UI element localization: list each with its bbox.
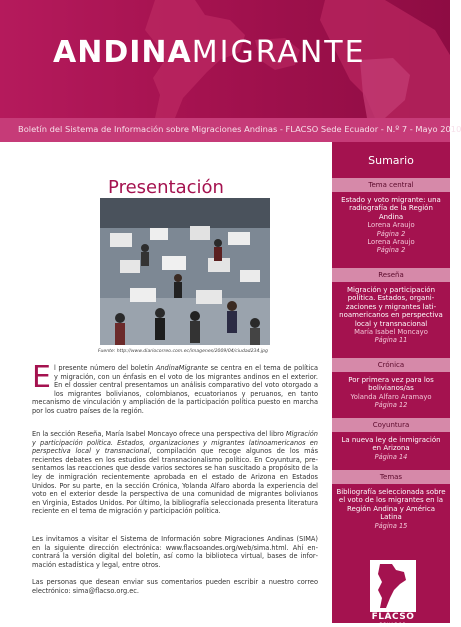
sumario-item-page: Página 15 bbox=[374, 521, 408, 530]
sumario-item-page: Página 11 bbox=[374, 336, 408, 345]
section-head-resena: Reseña bbox=[332, 268, 450, 282]
sidebar-title: Sumario bbox=[368, 154, 414, 167]
paragraph-intro bbox=[32, 360, 318, 416]
subtitle-bar bbox=[0, 118, 461, 142]
paragraph-invitation: Les invitamos a visitar el Sistema de Información sobre Migraciones Andinas (SIMA) en la siguiente dirección electrónica: www.flacsoandes.org/web/sima.html. Ahí encontrará la versión digital del boletín, así como la biblioteca virtual, bases de información estadística y legal, entre otros. bbox=[32, 535, 318, 569]
sumario-item-title: La nueva ley de inmigración en Arizona bbox=[341, 436, 441, 453]
sumario-item-title: Migración y participación política. Estados, organizaciones y migrantes latinoamericanos en perspectiva local y transnacional bbox=[339, 286, 443, 328]
title-migrante: MIGRANTE bbox=[191, 35, 366, 70]
p1-text-b: se centra en el tema de política y migración, con un énfasis en el voto de los migrantes andinos en el exterior. En el dossier central presentamos un análisis comparativo del voto otorgado a los migrantes bolivianos, colombianos, ecuatorianos y peruanos, en tanto mecanismo de vinculación y ampliación de la participación política puesto en marcha por los cuatro países de la región. bbox=[32, 364, 318, 415]
sumario-item-author: Lorena Araujo bbox=[367, 221, 415, 230]
p2-text-b: , compilación que recoge algunos de los más recientes debates en los estudios del transnacionalismo político. En Coyuntura, presentamos las reacciones que desde varios sectores se han suscitado a propósito de la ley de inmigración recientemente aprobada en el estado de Arizona en Estados Unidos. Por su parte, en la sección Crónica, Yolanda Alfaro aborda la experiencia del voto en el exterior desde la perspectiva de una comunidad de migrantes bolivianos en Virginia, Estados Unidos. Por último, la bibliografía seleccionada presenta literatura reciente en el tema de migración y participación política. bbox=[32, 447, 319, 516]
sidebar-sumario bbox=[332, 142, 450, 627]
drop-cap: E bbox=[32, 360, 51, 395]
sumario-item-page: Página 12 bbox=[374, 401, 408, 410]
sumario-item-temas[interactable] bbox=[336, 488, 446, 530]
sumario-item-page: Página 2 bbox=[376, 229, 406, 238]
masthead bbox=[0, 0, 450, 118]
sumario-item-title: Estado y voto migrante: una radiografía de la Región Andina bbox=[341, 196, 441, 221]
paragraph-contact: Las personas que desean enviar sus comentarios pueden escribir a nuestro correo electrónico: sima@flacso.org.ec. bbox=[32, 578, 318, 595]
voting-photo bbox=[100, 198, 270, 345]
sumario-item-coyuntura[interactable] bbox=[336, 436, 446, 461]
section-head-coyuntura: Coyuntura bbox=[332, 418, 450, 432]
newsletter-subtitle: Boletín del Sistema de Información sobre Migraciones Andinas - FLACSO Sede Ecuador - N.º 7 - Mayo 2010 bbox=[18, 124, 461, 134]
sumario-item-author-repeat: Lorena Araujo bbox=[367, 238, 415, 247]
section-head-tema-central: Tema central bbox=[332, 178, 450, 192]
flacso-logo-text: FLACSO bbox=[371, 612, 415, 622]
section-title: Presentación bbox=[108, 177, 224, 198]
sumario-item-cronica[interactable] bbox=[336, 376, 446, 410]
sumario-item-page-repeat: Página 2 bbox=[376, 246, 406, 255]
sumario-item-author: Yolanda Alfaro Aramayo bbox=[350, 392, 432, 401]
sumario-item-author: María Isabel Moncayo bbox=[354, 328, 428, 337]
p2-book-title: Migración y participación política. Estados, organizaciones y migrantes latinoamericanos en perspectiva local y transnacional bbox=[32, 430, 318, 456]
section-head-cronica: Crónica bbox=[332, 358, 450, 372]
sumario-item-title: Por primera vez para los bolivianos/as bbox=[348, 376, 434, 393]
sumario-item-title: Bibliografía seleccionada sobre el voto de los migrantes en la Región Andina y América Latina bbox=[336, 488, 446, 522]
newsletter-title bbox=[53, 35, 366, 70]
section-head-temas: Temas bbox=[332, 470, 450, 484]
sumario-item-resena[interactable] bbox=[336, 286, 446, 345]
sumario-item-tema-central[interactable] bbox=[336, 196, 446, 255]
p1-text-a: l presente número del boletín bbox=[53, 364, 156, 372]
paragraph-sections bbox=[32, 430, 318, 516]
flacso-logo-icon bbox=[370, 560, 416, 612]
p1-newsletter-name: AndinaMigrante bbox=[155, 364, 209, 372]
title-andina: ANDINA bbox=[53, 35, 192, 70]
photo-caption: Fuente: http://www.diariocorreo.com.ec/imagenes/2009/04/ciudad234.jpg bbox=[98, 349, 268, 354]
main-column bbox=[0, 142, 332, 623]
sumario-item-page: Página 14 bbox=[374, 452, 408, 461]
flacso-logo-subtext: ECUADOR bbox=[379, 622, 407, 627]
p2-text-a: En la sección Reseña, María Isabel Moncayo ofrece una perspectiva del libro bbox=[32, 430, 286, 438]
